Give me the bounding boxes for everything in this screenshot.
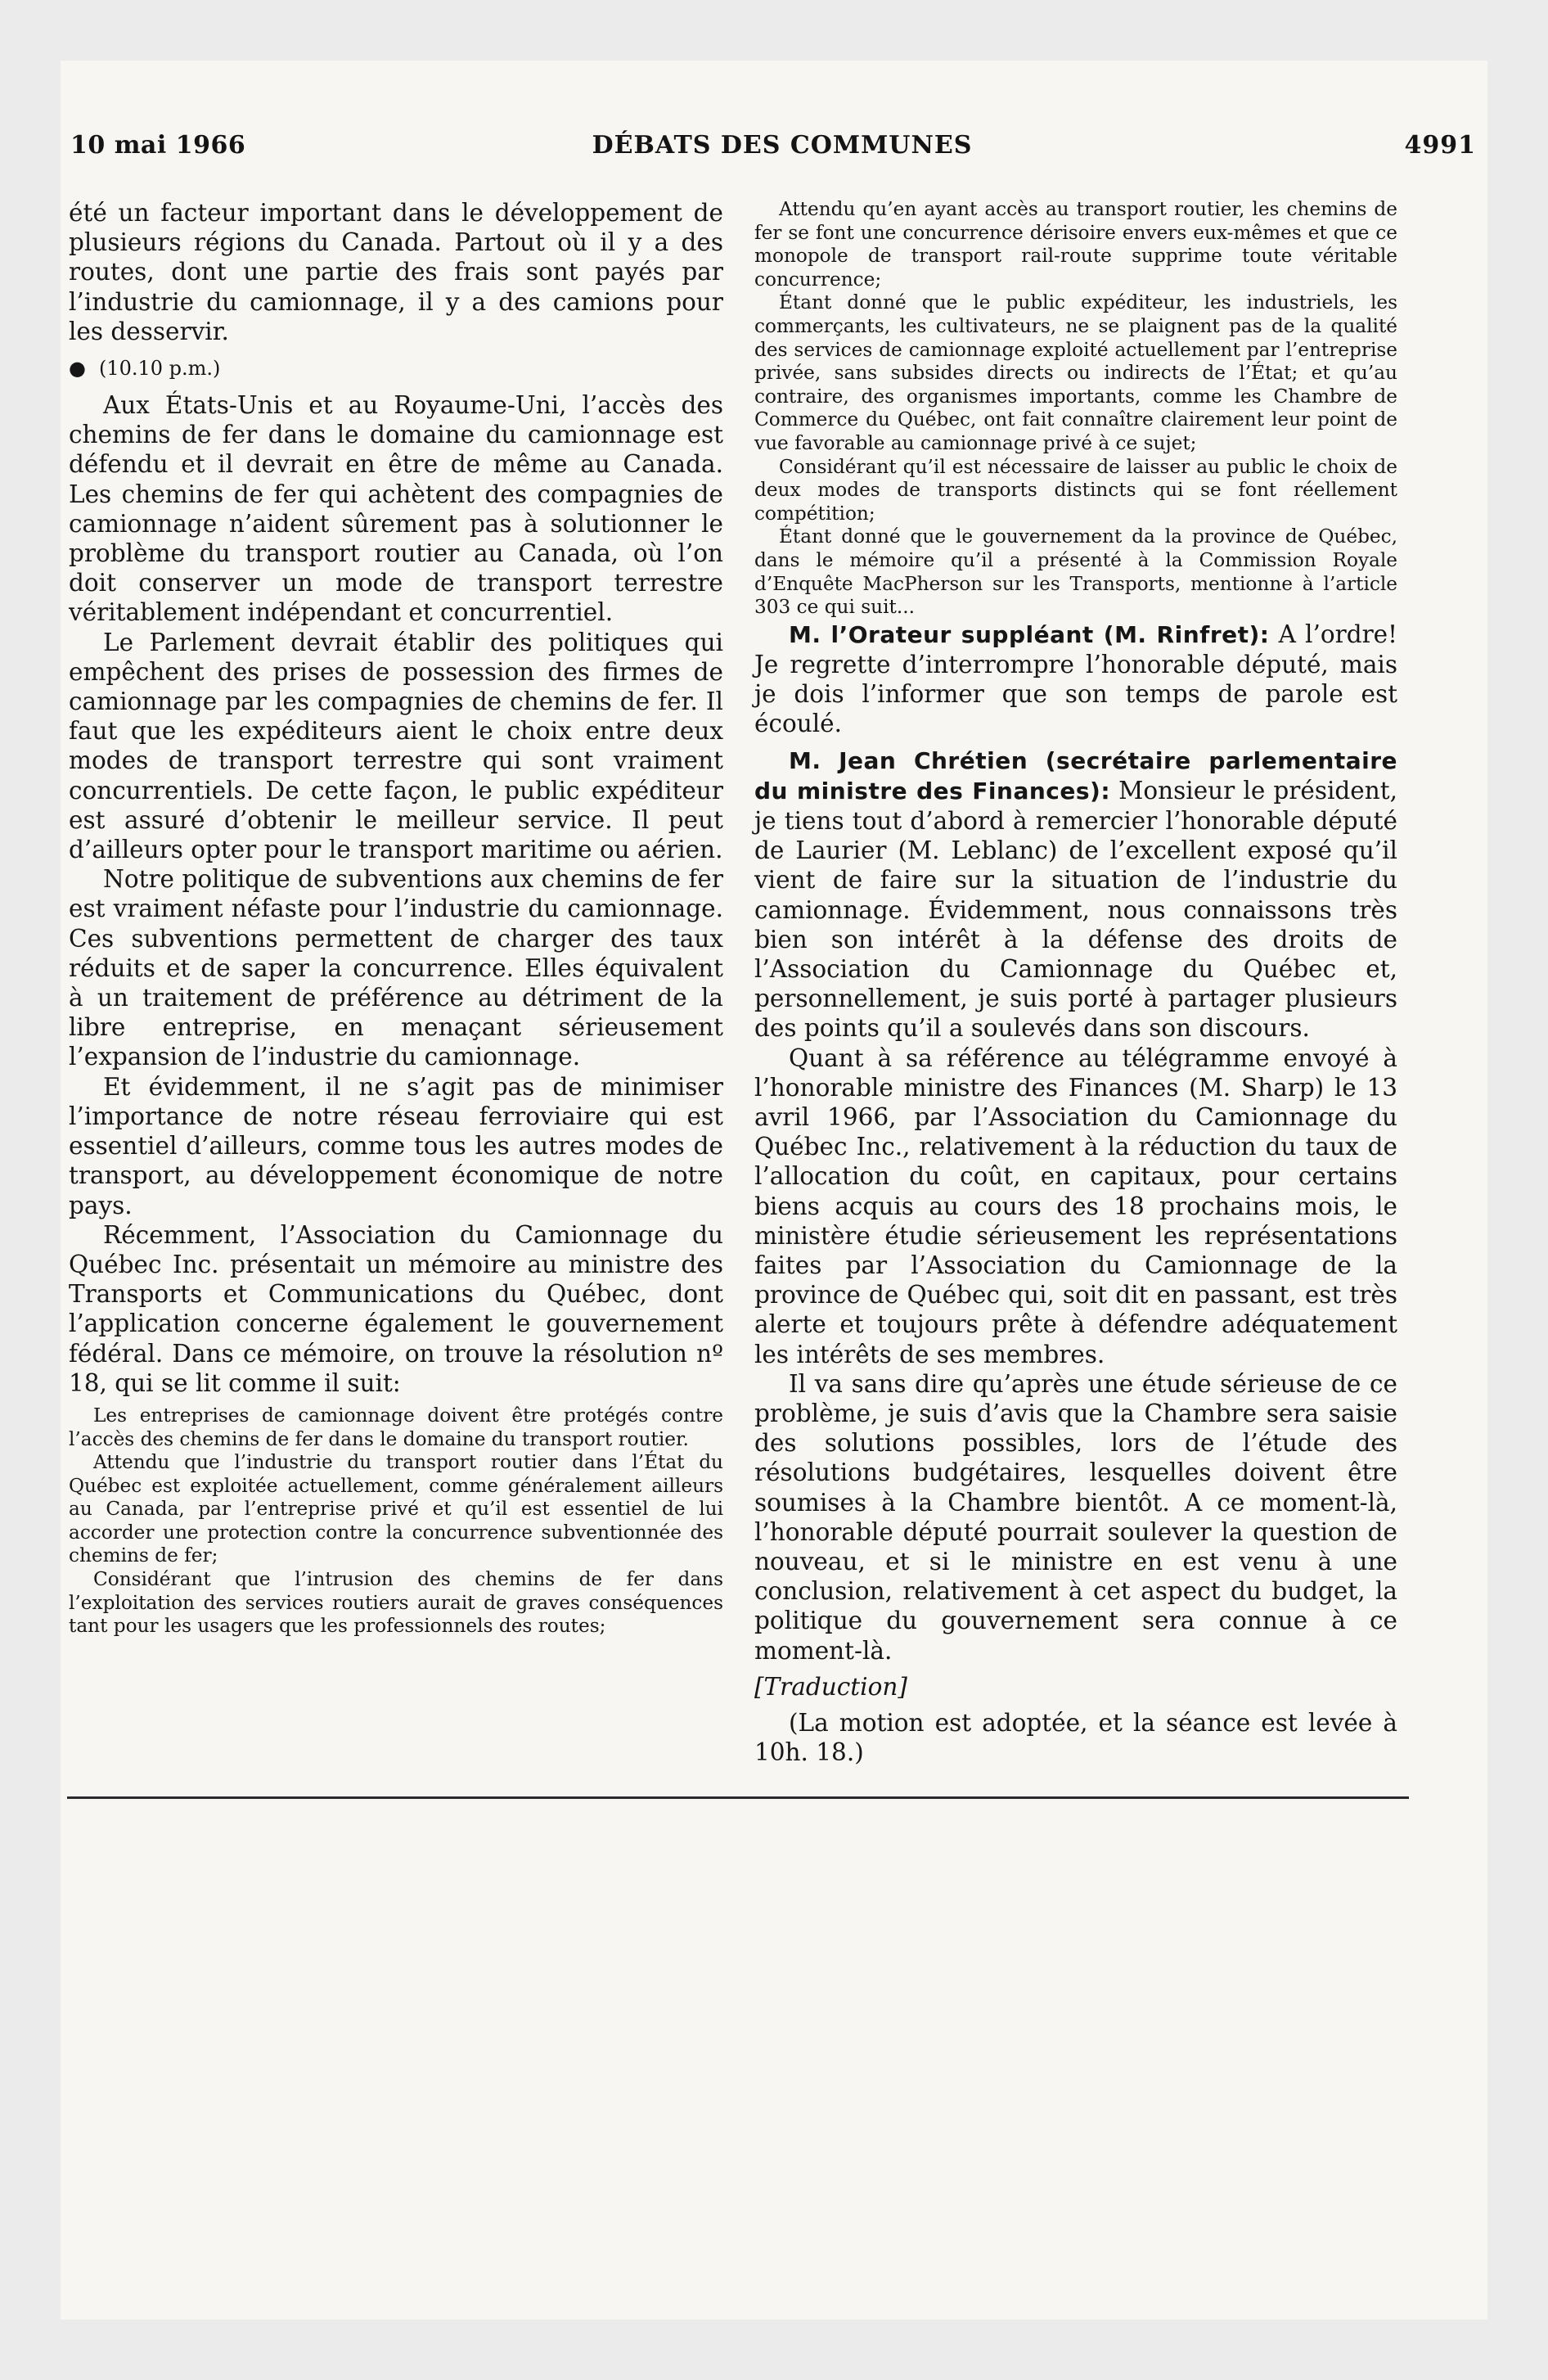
footer-rule	[67, 1796, 1409, 1799]
speaker-name: M. l’Orateur suppléant (M. Rinfret):	[789, 620, 1270, 648]
document-page	[61, 61, 1487, 2319]
bullet-icon: ●	[69, 357, 86, 381]
speech-text: A l’ordre! Je regrette d’interrompre l’honorable député, mais je dois l’informer que son temps de parole est écoulé.	[754, 620, 1397, 738]
speaker-name: M. Jean Chrétien (secrétaire parlementaire du ministre des Finances):	[754, 746, 1397, 805]
speaker-paragraph	[754, 746, 1397, 1044]
paragraph: Le Parlement devrait établir des politiques qui empêchent des prises de possession des firmes de camionnage par les compagnies de chemins de fer. Il faut que les expéditeurs aient le choix entre deux modes de transport terrestre qui sont vraiment concurrentiels. De cette façon, le public expéditeur est assuré d’obtenir le meilleur service. Il peut d’ailleurs opter pour le transport maritime ou aérien.	[69, 628, 723, 864]
spacer	[754, 739, 1397, 746]
paragraph: Notre politique de subventions aux chemins de fer est vraiment néfaste pour l’industrie du camionnage. Ces subventions permettent de charger des taux réduits et de saper la concurrence. Elles équivalent à un traitement de préférence au détriment de la libre entreprise, en menaçant sérieusement l’expansion de l’industrie du camionnage.	[69, 865, 723, 1071]
paragraph: Et évidemment, il ne s’agit pas de minimiser l’importance de notre réseau ferroviaire qui est essentiel d’ailleurs, comme tous les autres modes de transport, au développement économique de notre pays.	[69, 1072, 723, 1219]
spacer	[754, 1702, 1397, 1708]
paragraph: Aux États-Unis et au Royaume-Uni, l’accès des chemins de fer dans le domaine du camionnage est défendu et il devrait en être de même au Canada. Les chemins de fer qui achètent des compagnies de camionnage n’aident sûrement pas à solutionner le problème du transport routier au Canada, où l’on doit conserver un mode de transport terrestre véritablement indépendant et concurrentiel.	[69, 391, 723, 627]
speech-text: Monsieur le président, je tiens tout d’abord à remercier l’honorable député de Laurier (M. Leblanc) de l’excellent exposé qu’il vient de faire sur la situation de l’industrie du camionnage. Évidemment, nous connaissons très bien son intérêt à la défense des droits de l’Association du Camionnage du Québec et, personnellement, je suis porté à partager plusieurs des points qu’il a soulevés dans son discours.	[754, 776, 1397, 1043]
quoted-resolution: Considérant qu’il est nécessaire de laisser au public le choix de deux modes de transports distincts qui se font réellement compétition;	[754, 455, 1397, 525]
quoted-resolution: Attendu qu’en ayant accès au transport routier, les chemins de fer se font une concurrence dérisoire envers eux-mêmes et que ce monopole de transport rail-route supprime toute véritable concurrence;	[754, 198, 1397, 291]
paragraph: Quant à sa référence au télégramme envoyé à l’honorable ministre des Finances (M. Sharp) le 13 avril 1966, par l’Association du Camionnage du Québec Inc., relativement à la réduction du taux de l’allocation du coût, en capitaux, pour certains biens acquis au cours des 18 prochains mois, le ministère étudie sérieusement les représentations faites par l’Association du Camionnage de la province de Québec qui, soit dit en passant, est très alerte et toujours prête à défendre adéquatement les intérêts de ses membres.	[754, 1044, 1397, 1368]
quoted-resolution: Étant donné que le public expéditeur, les industriels, les commerçants, les cultivateurs, ne se plaignent pas de la qualité des services de camionnage exploité actuellement par l’entreprise privée, sans subsides directs ou indirects de l’État; et qu’au contraire, des organismes importants, comme les Chambre de Commerce du Québec, ont fait connaître clairement leur point de vue favorable au camionnage privé à ce sujet;	[754, 291, 1397, 454]
quoted-resolution: Attendu que l’industrie du transport routier dans l’État du Québec est exploitée actuellement, comme généralement ailleurs au Canada, par l’entreprise privé et qu’il est essentiel de lui accorder une protection contre la concurrence subventionnée des chemins de fer;	[69, 1451, 723, 1567]
paragraph: (La motion est adoptée, et la séance est levée à 10h. 18.)	[754, 1709, 1397, 1767]
left-column	[69, 198, 723, 1639]
header-date: 10 mai 1966	[70, 131, 246, 160]
translation-marker: [Traduction]	[754, 1672, 907, 1701]
paragraph: Récemment, l’Association du Camionnage du Québec Inc. présentait un mémoire au ministre des Transports et Communications du Québec, dont l’application concerne également le gouvernement fédéral. Dans ce mémoire, on trouve la résolution nº 18, qui se lit comme il suit:	[69, 1220, 723, 1397]
quoted-resolution: Les entreprises de camionnage doivent être protégés contre l’accès des chemins de fer dans le domaine du transport routier.	[69, 1404, 723, 1450]
header-page-number: 4991	[1404, 131, 1476, 160]
quoted-resolution: Étant donné que le gouvernement da la province de Québec, dans le mémoire qu’il a présenté à la Commission Royale d’Enquête MacPherson sur les Transports, mentionne à l’article 303 ce qui suit...	[754, 525, 1397, 619]
spacer	[754, 1666, 1397, 1672]
spacer	[69, 1398, 723, 1404]
right-column	[754, 198, 1397, 1767]
header-journal-title: DÉBATS DES COMMUNES	[592, 131, 973, 160]
page-header	[70, 131, 1487, 172]
paragraph: Il va sans dire qu’après une étude sérieuse de ce problème, je suis d’avis que la Chambre sera saisie des solutions possibles, lors de l’étude des résolutions budgétaires, lesquelles doivent être soumises à la Chambre bientôt. A ce moment-là, l’honorable député pourrait soulever la question de nouveau, et si le ministre en est venu à une conclusion, relativement à cet aspect du budget, la politique du gouvernement sera connue à ce moment-là.	[754, 1369, 1397, 1665]
speaker-paragraph	[754, 620, 1397, 739]
quoted-resolution: Considérant que l’intrusion des chemins de fer dans l’exploitation des services routiers aurait de graves conséquences tant pour les usagers que les professionnels des routes;	[69, 1568, 723, 1638]
paragraph: été un facteur important dans le développement de plusieurs régions du Canada. Partout où il y a des routes, dont une partie des frais sont payés par l’industrie du camionnage, il y a des camions pour les desservir.	[69, 199, 723, 345]
time-stamp-text: (10.10 p.m.)	[98, 357, 221, 381]
time-stamp	[69, 353, 723, 384]
